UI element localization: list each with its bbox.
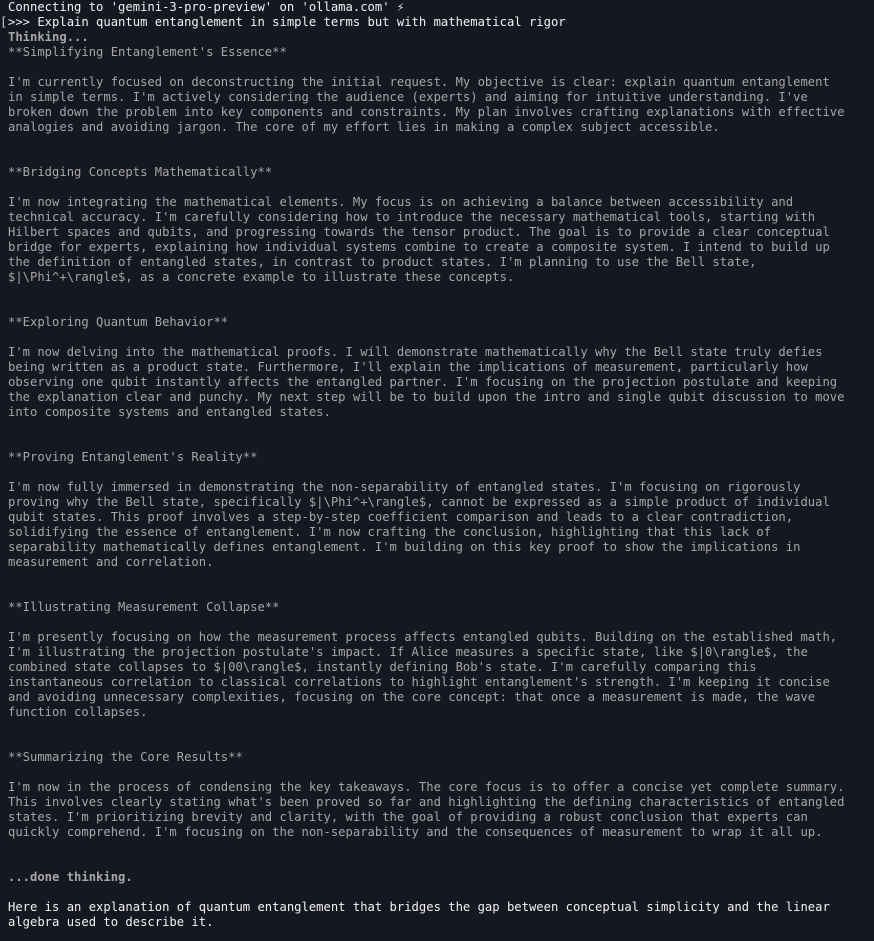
section-body: I'm currently focused on deconstructing the initial request. My objective is clear: explain quantum entanglement in simple terms. I'm actively considering the audience (experts) and aiming for intuitive understanding. I've broken down the problem into key components and constraints. My plan involves crafting explanations with effective analogies and avoiding jargon. The core of my effort lies in making a complex subject accessible. [8, 75, 845, 134]
thinking-label: Thinking... [8, 30, 89, 44]
thinking-section [8, 600, 866, 720]
section-body: I'm presently focusing on how the measurement process affects entangled qubits. Building on the established math, I'm illustrating the projection postulate's impact. If Alice measures a specific state, like $|0\rangle$, the combined state collapses to $|00\rangle$, instantly defining Bob's state. I'm carefully comparing this instantaneous correlation to classical correlations to highlight entanglement's strength. I'm keeping it concise and avoiding unnecessary complexities, focusing on the core concept: that once a measurement is made, the wave function collapses. [8, 630, 838, 719]
prompt-cursor-marker: [ [0, 15, 8, 29]
connection-status: Connecting to 'gemini-3-pro-preview' on 'ollama.com' ⚡ [8, 0, 405, 14]
section-body: I'm now fully immersed in demonstrating the non-separability of entangled states. I'm focusing on rigorously proving why the Bell state, specifically $|\Phi^+\rangle$, cannot be expressed as a simple product of individual qubit states. This proof involves a step-by-step coefficient comparison and leads to a clear contradiction, solidifying the essence of entanglement. I'm now crafting the conclusion, highlighting that this lack of separability mathematically defines entanglement. I'm building on this key proof to show the implications in measurement and correlation. [8, 480, 830, 569]
section-heading: **Bridging Concepts Mathematically** [8, 165, 273, 179]
thinking-section [8, 315, 866, 420]
done-thinking-label: ...done thinking. [8, 870, 133, 884]
thinking-section [8, 750, 866, 840]
section-heading: **Illustrating Measurement Collapse** [8, 600, 280, 614]
section-body: I'm now integrating the mathematical elements. My focus is on achieving a balance between accessibility and technical accuracy. I'm carefully considering how to introduce the necessary mathematical tools, starting with Hilbert spaces and qubits, and progressing towards the tensor product. The goal is to provide a clear conceptual bridge for experts, explaining how individual systems combine to create a composite system. I intend to build up the definition of entangled states, in contrast to product states. I'm planning to use the Bell state, $|\Phi^+\rangle$, as a concrete example to illustrate these concepts. [8, 195, 830, 284]
section-heading: **Summarizing the Core Results** [8, 750, 243, 764]
user-prompt: >>> Explain quantum entanglement in simple terms but with mathematical rigor [8, 15, 566, 29]
section-heading: **Simplifying Entanglement's Essence** [8, 45, 287, 59]
section-heading: **Exploring Quantum Behavior** [8, 315, 229, 329]
section-heading: **Proving Entanglement's Reality** [8, 450, 258, 464]
answer-text: Here is an explanation of quantum entanglement that bridges the gap between conceptual simplicity and the linear algebra used to describe it. [8, 900, 830, 929]
terminal-output[interactable] [8, 0, 866, 930]
thinking-section [8, 45, 866, 135]
thinking-section [8, 450, 866, 570]
thinking-section [8, 165, 866, 285]
section-body: I'm now in the process of condensing the key takeaways. The core focus is to offer a concise yet complete summary. This involves clearly stating what's been proved so far and highlighting the defining characteristics of entangled states. I'm prioritizing brevity and clarity, with the goal of providing a robust conclusion that experts can quickly comprehend. I'm focusing on the non-separability and the consequences of measurement to wrap it all up. [8, 780, 845, 839]
section-body: I'm now delving into the mathematical proofs. I will demonstrate mathematically why the Bell state truly defies being written as a product state. Furthermore, I'll explain the implications of measurement, particularly how observing one qubit instantly affects the entangled partner. I'm focusing on the projection postulate and keeping the explanation clear and punchy. My next step will be to build upon the intro and single qubit discussion to move into composite systems and entangled states. [8, 345, 845, 419]
